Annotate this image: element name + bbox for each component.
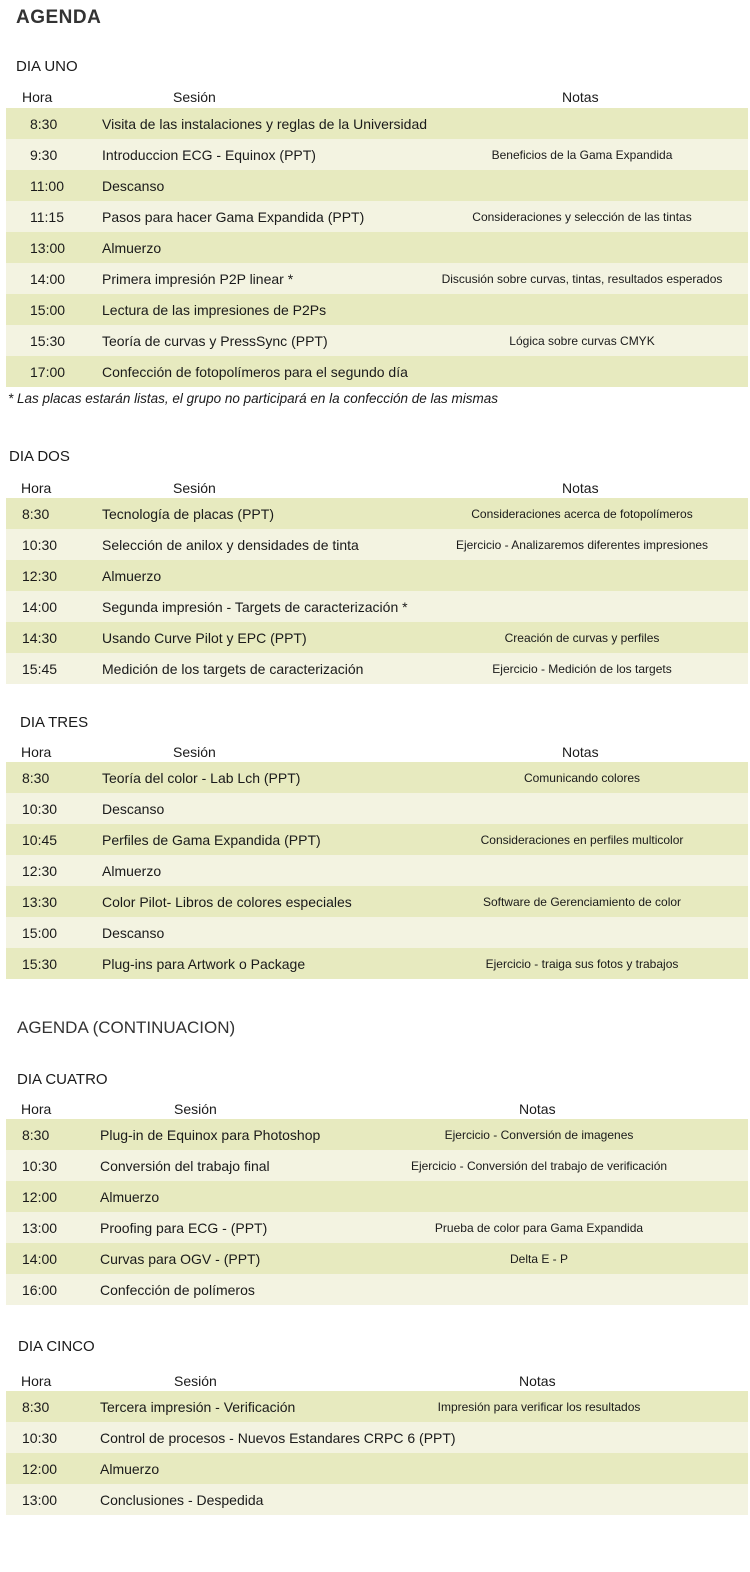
agenda-row <box>6 201 748 232</box>
row-session: Introduccion ECG - Equinox (PPT) <box>102 146 316 163</box>
row-session: Teoría de curvas y PressSync (PPT) <box>102 332 328 349</box>
row-session: Usando Curve Pilot y EPC (PPT) <box>102 629 307 646</box>
row-time: 15:00 <box>22 924 58 941</box>
agenda-row <box>6 356 748 387</box>
column-header-session: Sesión <box>174 1373 217 1389</box>
agenda-row <box>6 622 748 653</box>
column-header-time: Hora <box>21 480 52 496</box>
footnote: * Las placas estarán listas, el grupo no participará en la confección de las mismas <box>8 391 499 406</box>
row-notes: Ejercicio - Conversión del trabajo de verificación <box>410 1158 668 1173</box>
row-time: 11:15 <box>30 208 64 225</box>
agenda-row <box>6 1119 748 1150</box>
row-session: Control de procesos - Nuevos Estandares CRPC 6 (PPT) <box>100 1429 456 1446</box>
agenda-row <box>6 498 748 529</box>
agenda-row <box>6 170 748 201</box>
row-session: Descanso <box>102 924 165 941</box>
continuation-title: AGENDA (CONTINUACION) <box>17 1018 236 1037</box>
agenda-row <box>6 560 748 591</box>
row-notes: Ejercicio - traiga sus fotos y trabajos <box>485 956 679 971</box>
row-time: 14:00 <box>22 598 58 615</box>
row-session: Curvas para OGV - (PPT) <box>100 1250 261 1267</box>
row-time: 8:30 <box>22 1126 50 1143</box>
row-time: 13:00 <box>22 1491 58 1508</box>
agenda-row <box>6 948 748 979</box>
column-header-notes: Notas <box>519 1101 556 1117</box>
day-heading: DIA CINCO <box>18 1338 95 1355</box>
row-session: Almuerzo <box>102 862 162 879</box>
agenda-row <box>6 108 748 139</box>
agenda-row <box>6 1391 748 1422</box>
row-time: 10:45 <box>22 831 58 848</box>
row-notes: Ejercicio - Medición de los targets <box>492 661 672 676</box>
row-time: 8:30 <box>22 1398 50 1415</box>
row-time: 15:45 <box>22 660 58 677</box>
row-session: Teoría del color - Lab Lch (PPT) <box>102 769 301 786</box>
agenda-row <box>6 793 748 824</box>
column-header-notes: Notas <box>562 744 599 760</box>
agenda-row <box>6 762 748 793</box>
row-session: Visita de las instalaciones y reglas de la Universidad <box>102 115 428 132</box>
row-time: 12:00 <box>22 1460 58 1477</box>
row-time: 12:00 <box>22 1188 58 1205</box>
row-time: 16:00 <box>22 1281 58 1298</box>
row-session: Confección de fotopolímeros para el segundo día <box>102 363 408 380</box>
row-notes: Discusión sobre curvas, tintas, resultados esperados <box>441 271 723 286</box>
row-session: Plug-ins para Artwork o Package <box>102 955 306 972</box>
row-time: 10:30 <box>22 800 58 817</box>
row-session: Plug-in de Equinox para Photoshop <box>100 1126 321 1143</box>
row-notes: Lógica sobre curvas CMYK <box>509 333 655 348</box>
row-session: Segunda impresión - Targets de caracterización * <box>102 598 408 615</box>
agenda-row <box>6 917 748 948</box>
row-notes: Comunicando colores <box>523 770 641 785</box>
row-notes: Delta E - P <box>509 1251 569 1266</box>
row-session: Lectura de las impresiones de P2Ps <box>102 301 327 318</box>
row-notes: Ejercicio - Conversión de imagenes <box>444 1127 634 1142</box>
day-heading: DIA UNO <box>16 58 78 75</box>
row-notes: Consideraciones acerca de fotopolímeros <box>471 506 693 521</box>
row-time: 15:30 <box>22 955 58 972</box>
row-time: 15:00 <box>30 301 66 318</box>
agenda-row <box>6 1181 748 1212</box>
row-notes: Consideraciones y selección de las tintas <box>472 209 692 224</box>
agenda-row <box>6 591 748 622</box>
row-session: Almuerzo <box>100 1460 160 1477</box>
column-header-session: Sesión <box>173 89 216 105</box>
column-header-time: Hora <box>22 89 53 105</box>
row-time: 8:30 <box>22 505 50 522</box>
row-time: 10:30 <box>22 536 58 553</box>
agenda-row <box>6 653 748 684</box>
row-time: 13:30 <box>22 893 58 910</box>
row-notes: Creación de curvas y perfiles <box>504 630 660 645</box>
column-header-notes: Notas <box>562 480 599 496</box>
row-session: Color Pilot- Libros de colores especiales <box>102 893 352 910</box>
column-header-time: Hora <box>21 1373 52 1389</box>
row-session: Perfiles de Gama Expandida (PPT) <box>102 831 321 848</box>
page-title: AGENDA <box>16 7 102 28</box>
agenda-row <box>6 1274 748 1305</box>
agenda-row <box>6 1453 748 1484</box>
row-session: Almuerzo <box>102 239 162 256</box>
agenda-row <box>6 325 748 356</box>
row-time: 10:30 <box>22 1429 58 1446</box>
agenda-row <box>6 1212 748 1243</box>
agenda-row <box>6 294 748 325</box>
row-time: 9:30 <box>30 146 58 163</box>
agenda-row <box>6 139 748 170</box>
agenda-row <box>6 529 748 560</box>
row-notes: Impresión para verificar los resultados <box>437 1399 641 1414</box>
column-header-session: Sesión <box>173 744 216 760</box>
row-time: 12:30 <box>22 567 58 584</box>
row-session: Conversión del trabajo final <box>100 1157 270 1174</box>
row-time: 13:00 <box>22 1219 58 1236</box>
row-session: Pasos para hacer Gama Expandida (PPT) <box>102 208 365 225</box>
row-time: 15:30 <box>30 332 66 349</box>
column-header-notes: Notas <box>519 1373 556 1389</box>
agenda-row <box>6 1150 748 1181</box>
agenda-row <box>6 232 748 263</box>
row-session: Tecnología de placas (PPT) <box>102 505 274 522</box>
agenda-row <box>6 824 748 855</box>
row-notes: Consideraciones en perfiles multicolor <box>480 832 684 847</box>
agenda-row <box>6 263 748 294</box>
column-header-time: Hora <box>21 1101 52 1117</box>
row-time: 8:30 <box>22 769 50 786</box>
column-header-time: Hora <box>21 744 52 760</box>
agenda-row <box>6 1243 748 1274</box>
row-session: Primera impresión P2P linear * <box>102 270 294 287</box>
row-session: Descanso <box>102 800 165 817</box>
column-header-session: Sesión <box>173 480 216 496</box>
day-heading: DIA DOS <box>9 448 70 465</box>
agenda-row <box>6 886 748 917</box>
column-header-notes: Notas <box>562 89 599 105</box>
agenda-row <box>6 1422 748 1453</box>
row-time: 17:00 <box>30 363 66 380</box>
row-session: Proofing para ECG - (PPT) <box>100 1219 268 1236</box>
row-session: Medición de los targets de caracterización <box>102 660 364 677</box>
row-session: Conclusiones - Despedida <box>100 1491 264 1508</box>
day-heading: DIA CUATRO <box>17 1071 108 1088</box>
row-session: Almuerzo <box>102 567 162 584</box>
row-time: 13:00 <box>30 239 66 256</box>
row-notes: Prueba de color para Gama Expandida <box>434 1220 644 1235</box>
row-time: 10:30 <box>22 1157 58 1174</box>
row-notes: Software de Gerenciamiento de color <box>482 894 682 909</box>
row-session: Tercera impresión - Verificación <box>100 1398 296 1415</box>
column-header-session: Sesión <box>174 1101 217 1117</box>
day-heading: DIA TRES <box>20 714 89 731</box>
row-time: 14:00 <box>30 270 66 287</box>
row-time: 14:00 <box>22 1250 58 1267</box>
row-session: Selección de anilox y densidades de tinta <box>102 536 359 553</box>
row-time: 8:30 <box>30 115 58 132</box>
row-time: 12:30 <box>22 862 58 879</box>
agenda-row <box>6 855 748 886</box>
agenda-row <box>6 1484 748 1515</box>
row-session: Confección de polímeros <box>100 1281 255 1298</box>
row-notes: Ejercicio - Analizaremos diferentes impresiones <box>455 537 709 552</box>
row-time: 14:30 <box>22 629 58 646</box>
row-session: Almuerzo <box>100 1188 160 1205</box>
row-notes: Beneficios de la Gama Expandida <box>491 147 673 162</box>
row-time: 11:00 <box>30 177 64 194</box>
row-session: Descanso <box>102 177 165 194</box>
